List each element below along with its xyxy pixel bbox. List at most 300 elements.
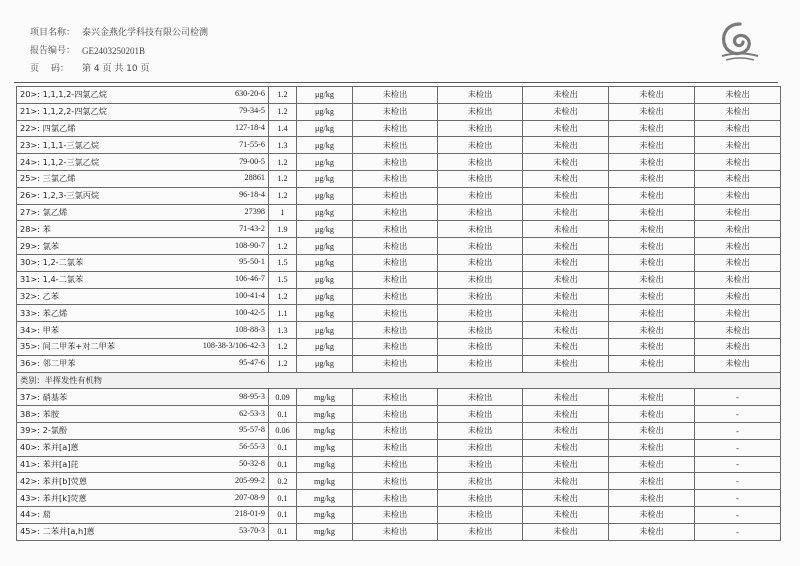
result-cell: 未检出 [438, 204, 523, 221]
result-cell: 未检出 [609, 389, 695, 406]
result-cell: 未检出 [609, 221, 695, 238]
analyte-name: 42>: 苯并[b]荧蒽 [20, 475, 87, 486]
result-cell: 未检出 [438, 254, 523, 271]
table-row [17, 355, 781, 372]
result-cell: 未检出 [353, 355, 438, 372]
result-cell: 未检出 [695, 87, 781, 104]
category-row [17, 372, 781, 389]
unit-cell: mg/kg [297, 473, 353, 490]
table-row [17, 305, 781, 322]
cas-number: 100-41-4 [234, 290, 265, 300]
cas-number: 218-01-9 [234, 509, 265, 519]
table-row [17, 254, 781, 271]
unit-cell: mg/kg [297, 506, 353, 523]
result-cell: 未检出 [609, 288, 695, 305]
result-cell: 未检出 [523, 338, 609, 355]
analyte-cell [17, 406, 269, 423]
result-cell: 未检出 [353, 137, 438, 154]
detection-limit-cell: 1.4 [269, 120, 297, 137]
result-cell: 未检出 [523, 523, 609, 540]
result-cell: - [695, 456, 781, 473]
cas-number: 79-34-5 [239, 106, 265, 116]
analyte-cell [17, 439, 269, 456]
unit-cell: μg/kg [297, 355, 353, 372]
result-cell: - [695, 439, 781, 456]
result-cell: 未检出 [523, 288, 609, 305]
result-cell: 未检出 [353, 271, 438, 288]
unit-cell: μg/kg [297, 154, 353, 171]
detection-limit-cell: 1.5 [269, 254, 297, 271]
table-row [17, 490, 781, 507]
analyte-name: 20>: 1,1,1,2-四氯乙烷 [20, 89, 107, 100]
result-cell: 未检出 [523, 254, 609, 271]
project-value: 泰兴金燕化学科技有限公司检测 [82, 28, 209, 38]
result-cell: 未检出 [523, 120, 609, 137]
table-row [17, 221, 781, 238]
result-cell: 未检出 [695, 238, 781, 255]
result-cell: 未检出 [609, 406, 695, 423]
analyte-cell [17, 87, 269, 104]
result-cell: 未检出 [695, 355, 781, 372]
unit-cell: μg/kg [297, 204, 353, 221]
result-cell: 未检出 [353, 288, 438, 305]
analyte-cell [17, 221, 269, 238]
analyte-cell [17, 254, 269, 271]
detection-limit-cell: 1.2 [269, 338, 297, 355]
result-cell: - [695, 506, 781, 523]
result-cell: 未检出 [609, 137, 695, 154]
result-cell: 未检出 [609, 120, 695, 137]
analyte-name: 31>: 1,4-二氯苯 [20, 274, 84, 285]
unit-cell: μg/kg [297, 338, 353, 355]
analyte-cell [17, 154, 269, 171]
table-row [17, 422, 781, 439]
result-cell: 未检出 [438, 87, 523, 104]
detection-limit-cell: 1.2 [269, 103, 297, 120]
cas-number: 71-43-2 [239, 223, 265, 233]
analyte-name: 44>: 䓛 [20, 509, 51, 520]
results-table [16, 86, 781, 541]
detection-limit-cell: 1.2 [269, 87, 297, 104]
cas-number: 27398 [244, 206, 265, 216]
result-cell: 未检出 [353, 490, 438, 507]
result-cell: 未检出 [523, 103, 609, 120]
result-cell: - [695, 406, 781, 423]
unit-cell: μg/kg [297, 103, 353, 120]
analyte-name: 39>: 2-氯酚 [20, 425, 68, 436]
result-cell: 未检出 [353, 322, 438, 339]
result-cell: 未检出 [609, 271, 695, 288]
report-number-row [30, 42, 208, 60]
result-cell: 未检出 [695, 254, 781, 271]
table-row [17, 473, 781, 490]
result-cell: 未检出 [438, 221, 523, 238]
result-cell: 未检出 [609, 439, 695, 456]
result-cell: 未检出 [353, 120, 438, 137]
result-cell: 未检出 [609, 305, 695, 322]
result-cell: 未检出 [353, 439, 438, 456]
result-cell: 未检出 [523, 456, 609, 473]
result-cell: 未检出 [695, 187, 781, 204]
result-cell: 未检出 [438, 288, 523, 305]
analyte-name: 33>: 苯乙烯 [20, 307, 68, 318]
result-cell: 未检出 [523, 238, 609, 255]
unit-cell: mg/kg [297, 389, 353, 406]
analyte-cell [17, 473, 269, 490]
unit-cell: mg/kg [297, 456, 353, 473]
cas-number: 62-53-3 [239, 408, 265, 418]
analyte-cell [17, 338, 269, 355]
unit-cell: μg/kg [297, 305, 353, 322]
unit-cell: mg/kg [297, 439, 353, 456]
unit-cell: μg/kg [297, 137, 353, 154]
analyte-name: 36>: 邻二甲苯 [20, 358, 76, 369]
report-number-label: 报告编号： [30, 46, 76, 56]
result-cell: 未检出 [438, 322, 523, 339]
swirl-logo-icon [716, 18, 764, 66]
category-label: 类别：半挥发性有机物 [17, 372, 781, 389]
result-cell: 未检出 [695, 120, 781, 137]
results-table-body [17, 87, 781, 541]
cas-number: 108-90-7 [234, 240, 265, 250]
cas-number: 106-46-7 [234, 274, 265, 284]
analyte-cell [17, 187, 269, 204]
result-cell: 未检出 [523, 355, 609, 372]
unit-cell: μg/kg [297, 288, 353, 305]
table-row [17, 271, 781, 288]
cas-number: 108-38-3/106-42-3 [202, 341, 265, 351]
table-row [17, 137, 781, 154]
cas-number: 95-57-8 [239, 425, 265, 435]
analyte-name: 25>: 三氯乙烯 [20, 173, 76, 184]
unit-cell: mg/kg [297, 406, 353, 423]
analyte-name: 21>: 1,1,2,2-四氯乙烷 [20, 106, 107, 117]
analyte-cell [17, 456, 269, 473]
cas-number: 98-95-3 [239, 391, 265, 401]
table-row [17, 389, 781, 406]
table-row [17, 439, 781, 456]
cas-number: 205-99-2 [234, 475, 265, 485]
detection-limit-cell: 0.2 [269, 473, 297, 490]
detection-limit-cell: 0.1 [269, 506, 297, 523]
result-cell: 未检出 [523, 271, 609, 288]
result-cell: 未检出 [695, 338, 781, 355]
detection-limit-cell: 0.1 [269, 523, 297, 540]
result-cell: 未检出 [609, 355, 695, 372]
result-cell: 未检出 [353, 254, 438, 271]
table-row [17, 187, 781, 204]
analyte-cell [17, 422, 269, 439]
unit-cell: mg/kg [297, 523, 353, 540]
result-cell: 未检出 [609, 456, 695, 473]
result-cell: 未检出 [609, 187, 695, 204]
table-row [17, 506, 781, 523]
analyte-cell [17, 523, 269, 540]
result-cell: 未检出 [695, 322, 781, 339]
detection-limit-cell: 0.1 [269, 490, 297, 507]
result-cell: 未检出 [353, 154, 438, 171]
result-cell: 未检出 [695, 103, 781, 120]
result-cell: 未检出 [609, 103, 695, 120]
cas-number: 108-88-3 [234, 324, 265, 334]
cas-number: 95-50-1 [239, 257, 265, 267]
result-cell: 未检出 [438, 490, 523, 507]
unit-cell: μg/kg [297, 238, 353, 255]
analyte-name: 28>: 苯 [20, 223, 51, 234]
analyte-name: 23>: 1,1,1-三氯乙烷 [20, 139, 100, 150]
result-cell: 未检出 [353, 170, 438, 187]
result-cell: 未检出 [523, 322, 609, 339]
result-cell: 未检出 [695, 170, 781, 187]
unit-cell: μg/kg [297, 322, 353, 339]
result-cell: 未检出 [353, 506, 438, 523]
cas-number: 28861 [244, 173, 265, 183]
result-cell: 未检出 [353, 187, 438, 204]
result-cell: - [695, 523, 781, 540]
cas-number: 56-55-3 [239, 442, 265, 452]
analyte-cell [17, 322, 269, 339]
cas-number: 630-20-6 [234, 89, 265, 99]
table-row [17, 103, 781, 120]
result-cell: 未检出 [438, 170, 523, 187]
detection-limit-cell: 1.2 [269, 170, 297, 187]
result-cell: - [695, 473, 781, 490]
cas-number: 95-47-6 [239, 358, 265, 368]
analyte-name: 34>: 甲苯 [20, 324, 60, 335]
result-cell: - [695, 422, 781, 439]
analyte-cell [17, 355, 269, 372]
unit-cell: μg/kg [297, 271, 353, 288]
result-cell: 未检出 [438, 473, 523, 490]
result-cell: 未检出 [353, 406, 438, 423]
result-cell: 未检出 [695, 288, 781, 305]
detection-limit-cell: 1.9 [269, 221, 297, 238]
result-cell: 未检出 [523, 389, 609, 406]
result-cell: 未检出 [438, 456, 523, 473]
detection-limit-cell: 1.3 [269, 137, 297, 154]
analyte-name: 38>: 苯胺 [20, 408, 60, 419]
result-cell: 未检出 [438, 103, 523, 120]
table-row [17, 338, 781, 355]
result-cell: 未检出 [438, 305, 523, 322]
result-cell: 未检出 [523, 187, 609, 204]
table-row [17, 204, 781, 221]
analyte-name: 40>: 苯并[a]蒽 [20, 442, 79, 453]
unit-cell: mg/kg [297, 490, 353, 507]
project-row [30, 24, 208, 42]
result-cell: 未检出 [438, 120, 523, 137]
result-cell: 未检出 [438, 523, 523, 540]
analyte-name: 37>: 硝基苯 [20, 391, 68, 402]
analyte-cell [17, 305, 269, 322]
report-number-value: GE2403250201B [82, 46, 145, 56]
result-cell: 未检出 [523, 490, 609, 507]
table-row [17, 120, 781, 137]
result-cell: 未检出 [523, 439, 609, 456]
result-cell: 未检出 [523, 221, 609, 238]
unit-cell: μg/kg [297, 221, 353, 238]
analyte-cell [17, 103, 269, 120]
result-cell: 未检出 [438, 506, 523, 523]
result-cell: 未检出 [353, 87, 438, 104]
detection-limit-cell: 0.1 [269, 406, 297, 423]
report-header [30, 24, 208, 78]
result-cell: 未检出 [523, 305, 609, 322]
result-cell: 未检出 [609, 523, 695, 540]
analyte-name: 32>: 乙苯 [20, 290, 60, 301]
cas-number: 100-42-5 [234, 307, 265, 317]
detection-limit-cell: 0.1 [269, 456, 297, 473]
result-cell: 未检出 [523, 473, 609, 490]
result-cell: 未检出 [609, 322, 695, 339]
analyte-cell [17, 288, 269, 305]
analyte-cell [17, 271, 269, 288]
result-cell: 未检出 [438, 389, 523, 406]
result-cell: 未检出 [438, 187, 523, 204]
analyte-cell [17, 137, 269, 154]
unit-cell: μg/kg [297, 120, 353, 137]
analyte-name: 41>: 苯并[a]芘 [20, 458, 79, 469]
result-cell: 未检出 [353, 338, 438, 355]
result-cell: 未检出 [523, 137, 609, 154]
result-cell: 未检出 [695, 305, 781, 322]
result-cell: 未检出 [523, 170, 609, 187]
detection-limit-cell: 1 [269, 204, 297, 221]
cas-number: 127-18-4 [234, 122, 265, 132]
result-cell: 未检出 [523, 506, 609, 523]
result-cell: 未检出 [695, 221, 781, 238]
unit-cell: μg/kg [297, 87, 353, 104]
result-cell: 未检出 [523, 406, 609, 423]
result-cell: 未检出 [609, 473, 695, 490]
analyte-cell [17, 120, 269, 137]
analyte-name: 26>: 1,2,3-三氯丙烷 [20, 190, 100, 201]
header-divider [14, 82, 778, 83]
result-cell: 未检出 [695, 154, 781, 171]
analyte-cell [17, 490, 269, 507]
result-cell: 未检出 [609, 506, 695, 523]
analyte-cell [17, 389, 269, 406]
analyte-name: 30>: 1,2-二氯苯 [20, 257, 84, 268]
table-row [17, 322, 781, 339]
analyte-cell [17, 238, 269, 255]
table-row [17, 456, 781, 473]
cas-number: 50-32-8 [239, 458, 265, 468]
result-cell: 未检出 [523, 422, 609, 439]
result-cell: 未检出 [353, 422, 438, 439]
analyte-name: 24>: 1,1,2-三氯乙烷 [20, 156, 100, 167]
result-cell: 未检出 [523, 204, 609, 221]
cas-number: 71-55-6 [239, 139, 265, 149]
table-row [17, 523, 781, 540]
result-cell: 未检出 [438, 238, 523, 255]
detection-limit-cell: 0.09 [269, 389, 297, 406]
table-row [17, 170, 781, 187]
result-cell: 未检出 [609, 87, 695, 104]
result-cell: 未检出 [353, 523, 438, 540]
unit-cell: μg/kg [297, 254, 353, 271]
result-cell: 未检出 [609, 338, 695, 355]
detection-limit-cell: 1.5 [269, 271, 297, 288]
analyte-cell [17, 170, 269, 187]
result-cell: 未检出 [438, 422, 523, 439]
result-cell: 未检出 [438, 137, 523, 154]
result-cell: 未检出 [523, 87, 609, 104]
unit-cell: μg/kg [297, 170, 353, 187]
result-cell: - [695, 389, 781, 406]
result-cell: 未检出 [438, 355, 523, 372]
result-cell: 未检出 [353, 204, 438, 221]
analyte-name: 29>: 氯苯 [20, 240, 60, 251]
result-cell: 未检出 [609, 154, 695, 171]
analyte-name: 22>: 四氯乙烯 [20, 122, 76, 133]
result-cell: 未检出 [353, 473, 438, 490]
page-label: 页 码： [30, 64, 69, 74]
analyte-cell [17, 204, 269, 221]
result-cell: 未检出 [609, 170, 695, 187]
page-row [30, 60, 208, 78]
analyte-cell [17, 506, 269, 523]
result-cell: 未检出 [609, 422, 695, 439]
unit-cell: mg/kg [297, 422, 353, 439]
detection-limit-cell: 0.1 [269, 439, 297, 456]
analyte-name: 27>: 氯乙烯 [20, 206, 68, 217]
page-value: 第 4 页 共 10 页 [82, 64, 150, 74]
project-label: 项目名称： [30, 28, 76, 38]
result-cell: 未检出 [438, 406, 523, 423]
analyte-name: 45>: 二苯并[a,h]蒽 [20, 526, 95, 537]
result-cell: 未检出 [353, 103, 438, 120]
cas-number: 96-18-4 [239, 190, 265, 200]
result-cell: 未检出 [695, 271, 781, 288]
result-cell: 未检出 [609, 238, 695, 255]
table-row [17, 406, 781, 423]
cas-number: 207-08-9 [234, 492, 265, 502]
detection-limit-cell: 1.2 [269, 154, 297, 171]
cas-number: 79-00-5 [239, 156, 265, 166]
detection-limit-cell: 1.2 [269, 238, 297, 255]
result-cell: 未检出 [438, 271, 523, 288]
result-cell: 未检出 [609, 254, 695, 271]
result-cell: 未检出 [609, 490, 695, 507]
unit-cell: μg/kg [297, 187, 353, 204]
result-cell: 未检出 [353, 389, 438, 406]
detection-limit-cell: 0.06 [269, 422, 297, 439]
analyte-name: 43>: 苯并[k]荧蒽 [20, 492, 87, 503]
detection-limit-cell: 1.1 [269, 305, 297, 322]
result-cell: - [695, 490, 781, 507]
result-cell: 未检出 [438, 338, 523, 355]
cas-number: 53-70-3 [239, 526, 265, 536]
result-cell: 未检出 [353, 305, 438, 322]
table-row [17, 87, 781, 104]
table-row [17, 238, 781, 255]
result-cell: 未检出 [353, 221, 438, 238]
result-cell: 未检出 [438, 154, 523, 171]
detection-limit-cell: 1.2 [269, 355, 297, 372]
result-cell: 未检出 [695, 204, 781, 221]
result-cell: 未检出 [353, 238, 438, 255]
detection-limit-cell: 1.2 [269, 288, 297, 305]
result-cell: 未检出 [353, 456, 438, 473]
table-row [17, 288, 781, 305]
result-cell: 未检出 [695, 137, 781, 154]
result-cell: 未检出 [609, 204, 695, 221]
analyte-name: 35>: 间二甲苯+对二甲苯 [20, 341, 116, 352]
detection-limit-cell: 1.2 [269, 187, 297, 204]
detection-limit-cell: 1.3 [269, 322, 297, 339]
result-cell: 未检出 [438, 439, 523, 456]
